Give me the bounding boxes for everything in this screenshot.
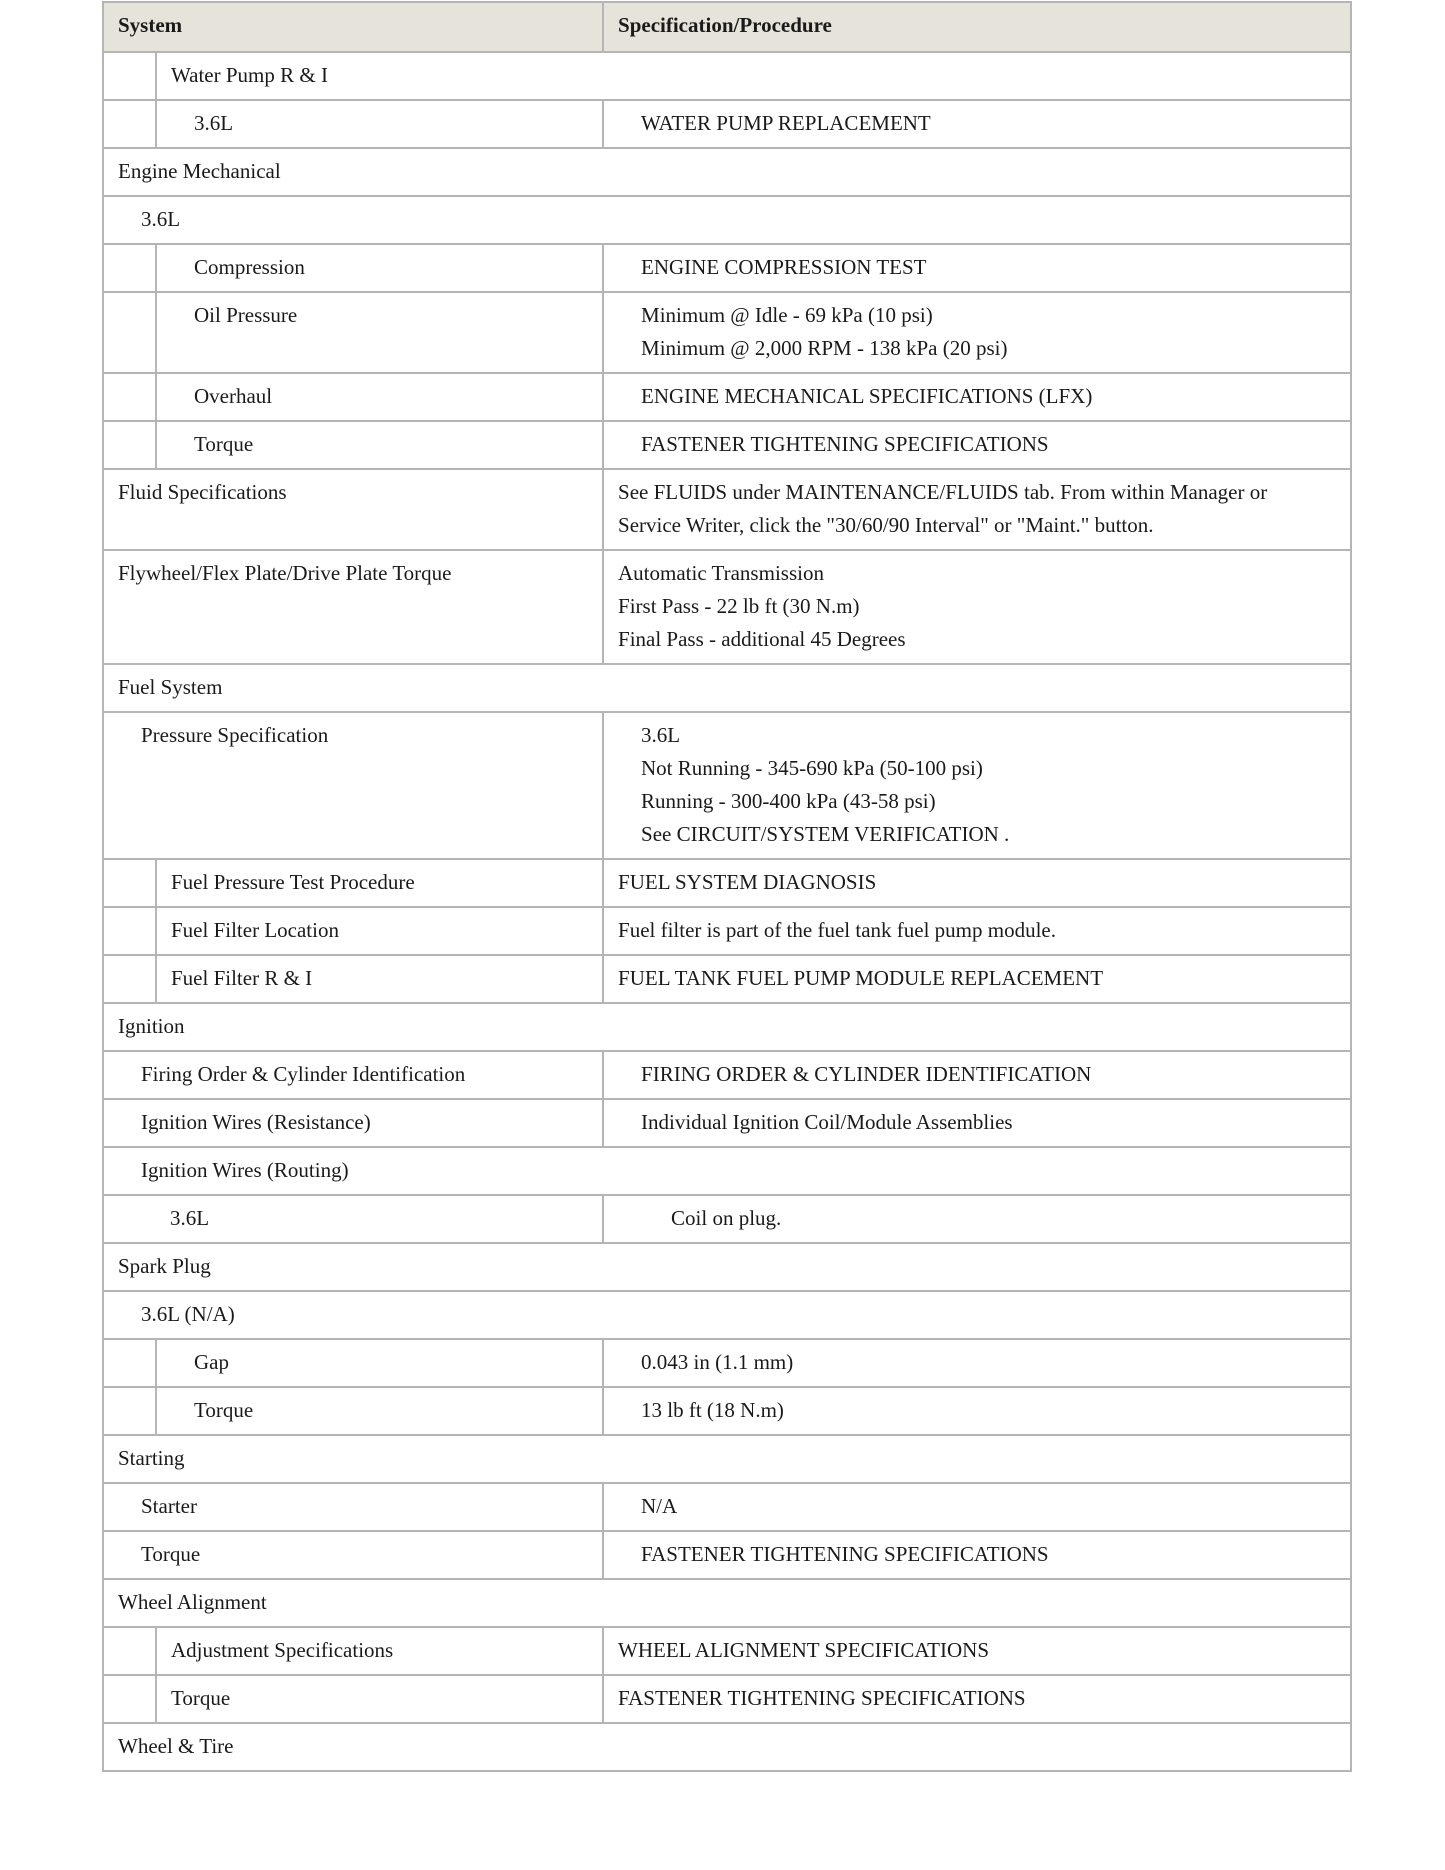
specification-cell	[603, 550, 1351, 664]
specification-line: Minimum @ Idle - 69 kPa (10 psi)	[641, 303, 933, 327]
table-row	[103, 1099, 1351, 1147]
table-row	[103, 955, 1351, 1003]
system-cell: Ignition Wires (Routing)	[103, 1147, 1351, 1195]
specification-line: WHEEL ALIGNMENT SPECIFICATIONS	[618, 1638, 990, 1662]
table-row	[103, 373, 1351, 421]
specification-line: FIRING ORDER & CYLINDER IDENTIFICATION	[641, 1062, 1092, 1086]
specification-line: FUEL SYSTEM DIAGNOSIS	[618, 870, 877, 894]
table-row	[103, 469, 1351, 550]
system-cell: Engine Mechanical	[103, 148, 1351, 196]
specification-line: Not Running - 345-690 kPa (50-100 psi)	[641, 756, 983, 780]
indent-spacer-cell	[103, 859, 156, 907]
indent-spacer-cell	[103, 373, 156, 421]
specification-cell	[603, 859, 1351, 907]
system-cell: Fuel Filter R & I	[156, 955, 603, 1003]
table-row	[103, 100, 1351, 148]
system-cell: 3.6L	[156, 100, 603, 148]
specification-cell	[603, 1531, 1351, 1579]
specification-cell	[603, 100, 1351, 148]
indent-spacer-cell	[103, 1675, 156, 1723]
table-row	[103, 1675, 1351, 1723]
table-row	[103, 859, 1351, 907]
table-row	[103, 52, 1351, 100]
indent-spacer-cell	[103, 907, 156, 955]
table-row	[103, 1051, 1351, 1099]
table-row	[103, 907, 1351, 955]
specification-line: FUEL TANK FUEL PUMP MODULE REPLACEMENT	[618, 966, 1104, 990]
table-row	[103, 292, 1351, 373]
system-cell: Torque	[156, 1675, 603, 1723]
specification-line: FASTENER TIGHTENING SPECIFICATIONS	[641, 1542, 1049, 1566]
indent-spacer-cell	[103, 1627, 156, 1675]
specification-cell	[603, 1051, 1351, 1099]
system-cell: Starter	[103, 1483, 603, 1531]
indent-spacer-cell	[103, 421, 156, 469]
specification-line: Running - 300-400 kPa (43-58 psi)	[641, 789, 936, 813]
system-cell: Fuel System	[103, 664, 1351, 712]
specification-cell	[603, 955, 1351, 1003]
specification-cell	[603, 1483, 1351, 1531]
table-row	[103, 1339, 1351, 1387]
indent-spacer-cell	[103, 292, 156, 373]
specification-line: 13 lb ft (18 N.m)	[641, 1398, 784, 1422]
indent-spacer-cell	[103, 1387, 156, 1435]
system-cell: Overhaul	[156, 373, 603, 421]
table-row	[103, 244, 1351, 292]
system-cell: Adjustment Specifications	[156, 1627, 603, 1675]
specification-line: Individual Ignition Coil/Module Assemblies	[641, 1110, 1013, 1134]
system-cell: Fluid Specifications	[103, 469, 603, 550]
system-cell: Torque	[156, 1387, 603, 1435]
table-row	[103, 196, 1351, 244]
specification-table	[102, 1, 1352, 1772]
specification-line: See CIRCUIT/SYSTEM VERIFICATION .	[641, 822, 1010, 846]
specification-line: Fuel filter is part of the fuel tank fuel pump module.	[618, 918, 1056, 942]
system-cell: Firing Order & Cylinder Identification	[103, 1051, 603, 1099]
specification-cell	[603, 1339, 1351, 1387]
table-row	[103, 1147, 1351, 1195]
system-cell: Ignition	[103, 1003, 1351, 1051]
indent-spacer-cell	[103, 244, 156, 292]
specification-line: Automatic Transmission	[618, 561, 824, 585]
specification-cell	[603, 469, 1351, 550]
system-cell: Torque	[156, 421, 603, 469]
specification-line: Minimum @ 2,000 RPM - 138 kPa (20 psi)	[641, 336, 1008, 360]
specification-line: Coil on plug.	[671, 1206, 782, 1230]
table-row	[103, 1531, 1351, 1579]
table-row	[103, 1435, 1351, 1483]
system-cell: 3.6L (N/A)	[103, 1291, 1351, 1339]
system-cell: Torque	[103, 1531, 603, 1579]
specification-cell	[603, 1387, 1351, 1435]
system-cell: Wheel & Tire	[103, 1723, 1351, 1771]
system-cell: Water Pump R & I	[156, 52, 1351, 100]
system-cell: 3.6L	[103, 196, 1351, 244]
table-row	[103, 1003, 1351, 1051]
system-cell: Compression	[156, 244, 603, 292]
specification-line: ENGINE COMPRESSION TEST	[641, 255, 927, 279]
specification-cell	[603, 1675, 1351, 1723]
system-cell: 3.6L	[103, 1195, 603, 1243]
specification-line: ENGINE MECHANICAL SPECIFICATIONS (LFX)	[641, 384, 1093, 408]
indent-spacer-cell	[103, 100, 156, 148]
specification-line: 0.043 in (1.1 mm)	[641, 1350, 794, 1374]
specification-cell	[603, 292, 1351, 373]
system-cell: Flywheel/Flex Plate/Drive Plate Torque	[103, 550, 603, 664]
header-system: System	[103, 2, 603, 52]
system-cell: Spark Plug	[103, 1243, 1351, 1291]
system-cell: Ignition Wires (Resistance)	[103, 1099, 603, 1147]
specification-cell	[603, 1099, 1351, 1147]
table-row	[103, 1291, 1351, 1339]
system-cell: Fuel Pressure Test Procedure	[156, 859, 603, 907]
system-cell: Wheel Alignment	[103, 1579, 1351, 1627]
table-row	[103, 1195, 1351, 1243]
system-cell: Gap	[156, 1339, 603, 1387]
indent-spacer-cell	[103, 955, 156, 1003]
system-cell: Starting	[103, 1435, 1351, 1483]
specification-cell	[603, 712, 1351, 859]
specification-cell	[603, 373, 1351, 421]
table-row	[103, 1483, 1351, 1531]
table-row	[103, 1387, 1351, 1435]
table-header-row	[103, 2, 1351, 52]
specification-line: Service Writer, click the "30/60/90 Interval" or "Maint." button.	[618, 513, 1154, 537]
table-row	[103, 550, 1351, 664]
specification-line: First Pass - 22 lb ft (30 N.m)	[618, 594, 860, 618]
table-row	[103, 148, 1351, 196]
specification-cell	[603, 907, 1351, 955]
specification-line: N/A	[641, 1494, 678, 1518]
specification-line: FASTENER TIGHTENING SPECIFICATIONS	[618, 1686, 1026, 1710]
table-row	[103, 712, 1351, 859]
specification-line: 3.6L	[641, 723, 681, 747]
table-body	[103, 52, 1351, 1771]
specification-cell	[603, 1627, 1351, 1675]
specification-line: Final Pass - additional 45 Degrees	[618, 627, 906, 651]
specification-cell	[603, 244, 1351, 292]
specification-line: WATER PUMP REPLACEMENT	[641, 111, 931, 135]
specification-line: See FLUIDS under MAINTENANCE/FLUIDS tab. From within Manager or	[618, 480, 1268, 504]
table-row	[103, 1723, 1351, 1771]
specification-cell	[603, 1195, 1351, 1243]
specification-line: FASTENER TIGHTENING SPECIFICATIONS	[641, 432, 1049, 456]
indent-spacer-cell	[103, 1339, 156, 1387]
table-row	[103, 1579, 1351, 1627]
table-row	[103, 1243, 1351, 1291]
header-specification: Specification/Procedure	[603, 2, 1351, 52]
table-row	[103, 664, 1351, 712]
table-row	[103, 421, 1351, 469]
system-cell: Fuel Filter Location	[156, 907, 603, 955]
specification-cell	[603, 421, 1351, 469]
indent-spacer-cell	[103, 52, 156, 100]
system-cell: Pressure Specification	[103, 712, 603, 859]
table-row	[103, 1627, 1351, 1675]
system-cell: Oil Pressure	[156, 292, 603, 373]
